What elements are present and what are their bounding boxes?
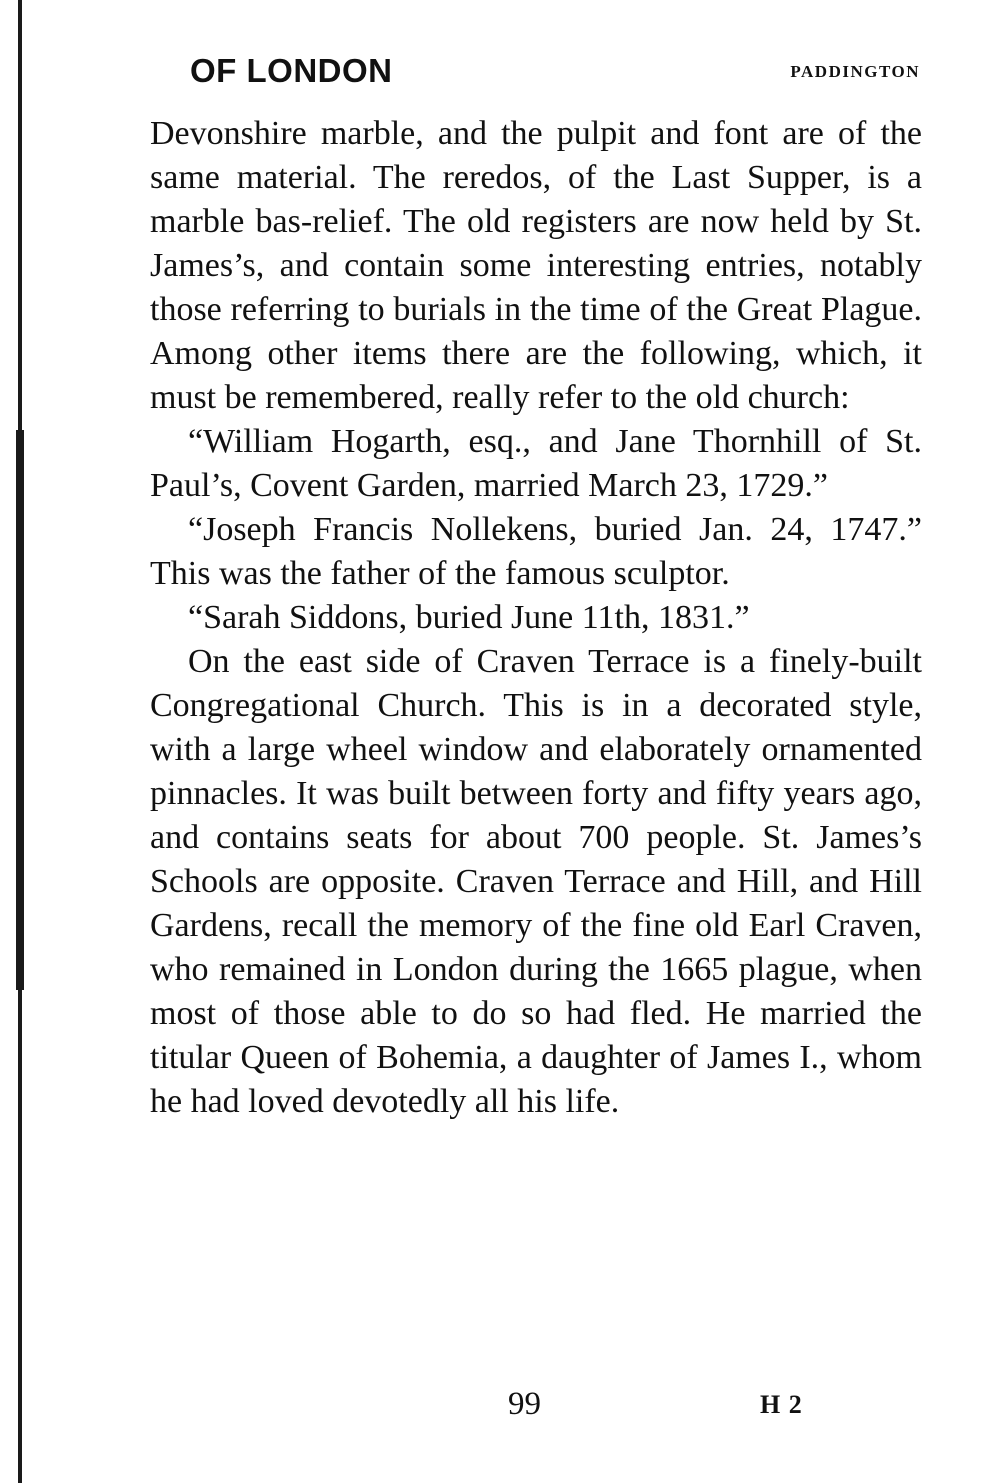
paragraph-nollekens-entry: “Joseph Francis Nollekens, buried Jan. 24, 1747.” This was the father of the famous sculptor.: [150, 511, 922, 592]
paragraph-craven-terrace: On the east side of Craven Terrace is a finely-built Congregational Church. This is in a decorated style, with a large wheel window and elaborately ornamented pinnacles. It was built between forty and fifty years ago, and contains seats for about 700 people. St. James’s Schools are opposite. Craven Terrace and Hill, and Hill Gardens, recall the memory of the fine old Earl Craven, who remained in London during the 1665 plague, when most of those able to do so had fled. He married the titular Queen of Bohemia, a daughter of James I., whom he had loved devotedly all his life.: [150, 643, 922, 1120]
paragraph-hogarth-entry: “William Hogarth, esq., and Jane Thornhill of St. Paul’s, Covent Garden, married March 23, 1729.”: [150, 423, 922, 504]
page-body: [150, 112, 922, 1124]
header-title: OF LONDON: [190, 52, 393, 89]
header-section: PADDINGTON: [790, 62, 920, 81]
paragraph-church-materials: Devonshire marble, and the pulpit and font are of the same material. The reredos, of the Last Supper, is a marble bas-relief. The old registers are now held by St. James’s, and contain some interesting entries, notably those referring to burials in the time of the Great Plague. Among other items there are the following, which, it must be remembered, really refer to the old church:: [150, 115, 922, 416]
binding-shadow: [16, 430, 24, 990]
running-header: [190, 52, 920, 96]
signature-mark: H 2: [760, 1390, 803, 1419]
paragraph-siddons-entry: “Sarah Siddons, buried June 11th, 1831.”: [188, 599, 750, 636]
page-number: 99: [508, 1386, 541, 1422]
page-footer: [0, 1386, 1000, 1430]
